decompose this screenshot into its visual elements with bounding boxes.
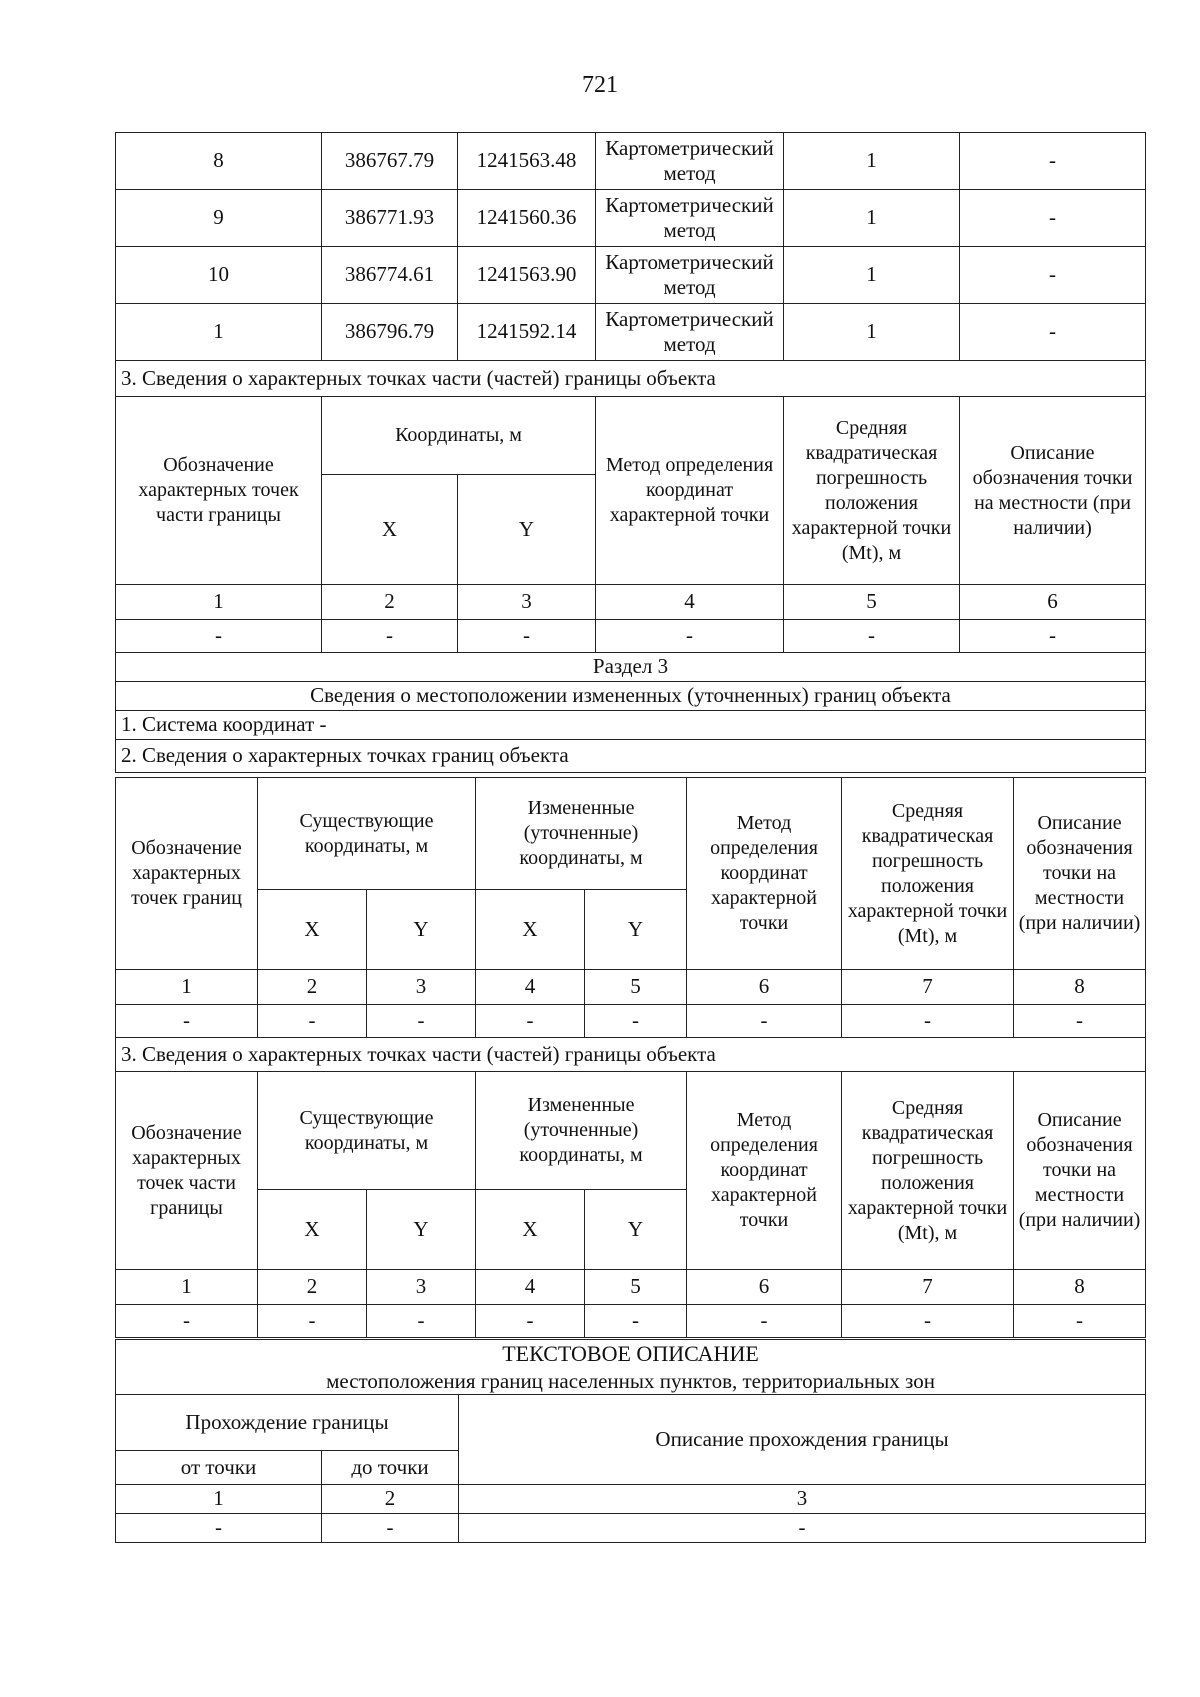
table-cell: - <box>960 620 1146 653</box>
text-description-table <box>115 1339 1146 1543</box>
coordinates-table <box>115 132 1146 773</box>
table-cell: - <box>367 1305 476 1338</box>
table-cell: - <box>842 1305 1014 1338</box>
column-number: 1 <box>116 1485 322 1514</box>
column-header: Обозначение характерных точек границ <box>116 778 258 970</box>
column-number: 2 <box>258 1270 367 1305</box>
mt-value: 1 <box>784 190 960 247</box>
y-coordinate: 1241563.90 <box>458 247 596 304</box>
column-header: Прохождение границы <box>116 1395 459 1451</box>
table-cell: - <box>322 620 458 653</box>
method: Картометрический метод <box>596 304 784 361</box>
column-number: 7 <box>842 1270 1014 1305</box>
table-row <box>116 304 1146 361</box>
table-cell: - <box>458 620 596 653</box>
column-header: X <box>476 890 585 970</box>
table-cell: - <box>258 1305 367 1338</box>
column-number: 8 <box>1014 970 1146 1005</box>
section-title: 3. Сведения о характерных точках части (частей) границы объекта <box>116 361 1146 397</box>
section-heading: Раздел 3 <box>116 653 1146 682</box>
column-header: Существующие координаты, м <box>258 1072 476 1190</box>
table-row <box>116 247 1146 304</box>
boundary-points-block <box>115 132 1145 773</box>
column-header: Измененные (уточненные) координаты, м <box>476 778 687 890</box>
text-description-subtitle: местоположения границ населенных пунктов, территориальных зон <box>116 1369 1146 1395</box>
table-cell: - <box>687 1305 842 1338</box>
column-header: Существующие координаты, м <box>258 778 476 890</box>
table-cell: - <box>116 620 322 653</box>
column-header: Y <box>585 890 687 970</box>
column-header: Y <box>367 1190 476 1270</box>
column-header: Координаты, м <box>322 397 596 475</box>
x-coordinate: 386774.61 <box>322 247 458 304</box>
column-header: Обозначение характерных точек части границы <box>116 1072 258 1270</box>
text-description-title: ТЕКСТОВОЕ ОПИСАНИЕ <box>116 1340 1146 1369</box>
table-cell: - <box>1014 1305 1146 1338</box>
y-coordinate: 1241592.14 <box>458 304 596 361</box>
column-number: 1 <box>116 585 322 620</box>
table-cell: - <box>367 1005 476 1038</box>
column-header: X <box>322 475 458 585</box>
table-cell: - <box>585 1305 687 1338</box>
text-description-block <box>115 1339 1145 1543</box>
section-title: 2. Сведения о характерных точках границ объекта <box>116 740 1146 773</box>
column-number: 4 <box>476 970 585 1005</box>
method: Картометрический метод <box>596 247 784 304</box>
column-header: Метод определения координат характерной точки <box>596 397 784 585</box>
method: Картометрический метод <box>596 133 784 190</box>
column-number: 5 <box>585 970 687 1005</box>
column-header: Средняя квадратическая погрешность положения характерной точки (Mt), м <box>842 1072 1014 1270</box>
column-header: Описание прохождения границы <box>459 1395 1146 1485</box>
column-header: Метод определения координат характерной точки <box>687 778 842 970</box>
point-number: 10 <box>116 247 322 304</box>
changed-points-block <box>115 777 1145 1338</box>
x-coordinate: 386796.79 <box>322 304 458 361</box>
y-coordinate: 1241560.36 <box>458 190 596 247</box>
coordinate-system: 1. Система координат - <box>116 711 1146 740</box>
table-cell: - <box>459 1514 1146 1543</box>
point-number: 9 <box>116 190 322 247</box>
column-number: 4 <box>476 1270 585 1305</box>
column-header: до точки <box>322 1451 459 1485</box>
table-cell: - <box>116 1005 258 1038</box>
column-header: X <box>258 890 367 970</box>
table-cell: - <box>116 1305 258 1338</box>
table-cell: - <box>258 1005 367 1038</box>
column-number: 5 <box>585 1270 687 1305</box>
column-number: 2 <box>322 1485 459 1514</box>
column-header: Метод определения координат характерной точки <box>687 1072 842 1270</box>
column-number: 8 <box>1014 1270 1146 1305</box>
column-number: 7 <box>842 970 1014 1005</box>
column-header: Y <box>367 890 476 970</box>
point-description: - <box>960 247 1146 304</box>
column-header: Y <box>585 1190 687 1270</box>
column-header: Обозначение характерных точек части границы <box>116 397 322 585</box>
table-row <box>116 133 1146 190</box>
column-header: Средняя квадратическая погрешность положения характерной точки (Mt), м <box>784 397 960 585</box>
mt-value: 1 <box>784 247 960 304</box>
point-description: - <box>960 304 1146 361</box>
column-number: 6 <box>960 585 1146 620</box>
table-cell: - <box>842 1005 1014 1038</box>
column-number: 6 <box>687 1270 842 1305</box>
point-number: 8 <box>116 133 322 190</box>
point-description: - <box>960 190 1146 247</box>
column-number: 6 <box>687 970 842 1005</box>
column-header: Описание обозначения точки на местности (при наличии) <box>1014 778 1146 970</box>
column-header: от точки <box>116 1451 322 1485</box>
table-cell: - <box>585 1005 687 1038</box>
method: Картометрический метод <box>596 190 784 247</box>
table-cell: - <box>784 620 960 653</box>
mt-value: 1 <box>784 304 960 361</box>
coordinates-rows <box>116 133 1146 361</box>
column-header: Средняя квадратическая погрешность положения характерной точки (Mt), м <box>842 778 1014 970</box>
table-cell: - <box>1014 1005 1146 1038</box>
column-header: X <box>258 1190 367 1270</box>
y-coordinate: 1241563.48 <box>458 133 596 190</box>
column-header: Описание обозначения точки на местности (при наличии) <box>1014 1072 1146 1270</box>
x-coordinate: 386767.79 <box>322 133 458 190</box>
point-number: 1 <box>116 304 322 361</box>
table-cell: - <box>322 1514 459 1543</box>
column-number: 4 <box>596 585 784 620</box>
section-subtitle: Сведения о местоположении измененных (уточненных) границ объекта <box>116 682 1146 711</box>
table-cell: - <box>116 1514 322 1543</box>
column-number: 5 <box>784 585 960 620</box>
column-number: 1 <box>116 1270 258 1305</box>
page-number: 721 <box>582 72 618 98</box>
column-header: X <box>476 1190 585 1270</box>
column-number: 3 <box>367 1270 476 1305</box>
table-cell: - <box>476 1005 585 1038</box>
column-number: 1 <box>116 970 258 1005</box>
column-number: 2 <box>258 970 367 1005</box>
table-cell: - <box>596 620 784 653</box>
column-header: Y <box>458 475 596 585</box>
table-row <box>116 190 1146 247</box>
x-coordinate: 386771.93 <box>322 190 458 247</box>
column-number: 3 <box>458 585 596 620</box>
column-number: 2 <box>322 585 458 620</box>
point-description: - <box>960 133 1146 190</box>
column-header: Измененные (уточненные) координаты, м <box>476 1072 687 1190</box>
column-header: Описание обозначения точки на местности (при наличии) <box>960 397 1146 585</box>
column-number: 3 <box>367 970 476 1005</box>
column-number: 3 <box>459 1485 1146 1514</box>
mt-value: 1 <box>784 133 960 190</box>
section-title: 3. Сведения о характерных точках части (частей) границы объекта <box>116 1038 1146 1072</box>
table-cell: - <box>687 1005 842 1038</box>
table-cell: - <box>476 1305 585 1338</box>
changed-points-table <box>115 777 1146 1338</box>
